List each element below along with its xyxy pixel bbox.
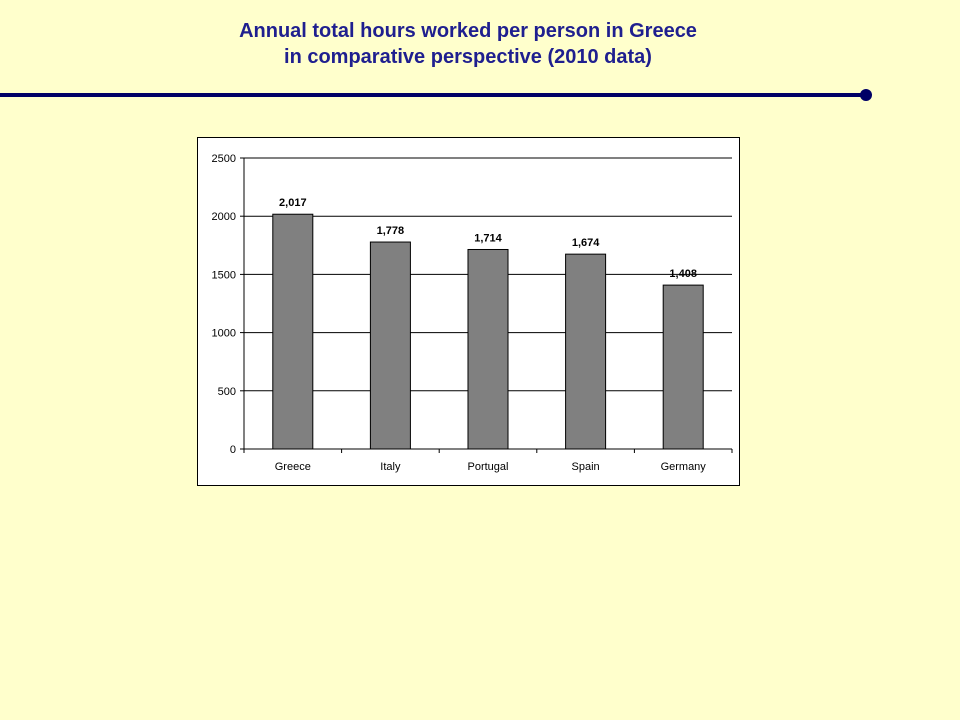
x-tick-label-spain: Spain — [571, 461, 600, 473]
bar-portugal — [468, 249, 508, 449]
x-tick-label-germany: Germany — [660, 461, 706, 473]
bar-greece — [273, 214, 313, 449]
y-tick-label: 500 — [217, 385, 236, 398]
title-divider-line — [0, 93, 866, 97]
slide-title-line-1: Annual total hours worked per person in Greece — [239, 20, 697, 42]
bar-italy — [370, 242, 410, 449]
y-tick-label: 0 — [229, 444, 236, 456]
y-tick-label: 1500 — [211, 269, 236, 282]
y-tick-label: 2500 — [211, 153, 236, 165]
data-label-greece: 2,017 — [279, 197, 307, 210]
data-label-italy: 1,778 — [376, 225, 405, 238]
title-divider-dot — [860, 89, 872, 101]
data-label-spain: 1,674 — [571, 237, 600, 250]
x-tick-label-greece: Greece — [274, 461, 311, 473]
slide-title-line-2: in comparative perspective (2010 data) — [284, 46, 652, 68]
data-label-portugal: 1,714 — [474, 232, 502, 245]
data-label-germany: 1,408 — [669, 268, 697, 281]
y-tick-label: 2000 — [211, 211, 236, 224]
x-tick-label-italy: Italy — [380, 461, 401, 473]
y-tick-label: 1000 — [211, 327, 236, 340]
x-tick-label-portugal: Portugal — [467, 461, 509, 473]
bar-germany — [663, 285, 703, 449]
chart-frame — [197, 137, 740, 486]
bar-spain — [566, 254, 606, 449]
bar-chart — [198, 138, 739, 485]
slide-title — [0, 18, 936, 70]
